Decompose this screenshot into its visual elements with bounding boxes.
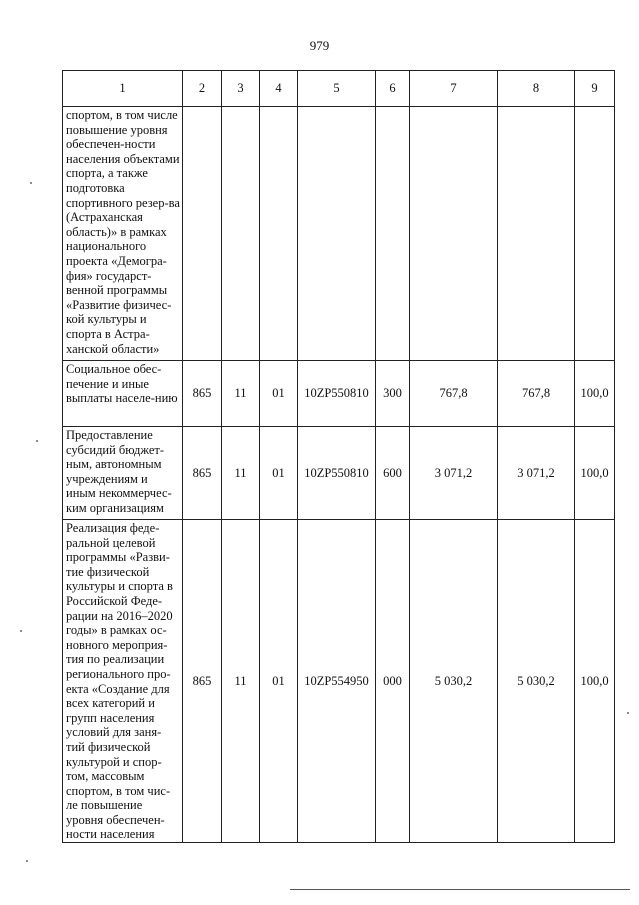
cell-admin-code: 865 — [183, 361, 222, 427]
cell-expense-type: 000 — [376, 520, 410, 843]
cell-subsection: 01 — [260, 427, 298, 520]
cell-subsection: 01 — [260, 520, 298, 843]
cell-target-article — [298, 107, 376, 361]
cell-section — [222, 107, 260, 361]
header-col-3: 3 — [222, 71, 260, 107]
cell-section: 11 — [222, 520, 260, 843]
cell-subsection: 01 — [260, 361, 298, 427]
row-description: Реализация феде-ральной целевой программы «Разви-тие физической культуры и спорта в Российской Феде-рации на 2016–2020 годы» в рамках ос-новного мероприя-тия по реализации регионального про-екта «Создание для всех категорий и групп населения условий для заня-тий физической культурой и спор-том, массовым спортом, в том чис-ле повышение уровня обеспечен-ности населения — [63, 520, 183, 843]
scan-speck — [627, 712, 629, 714]
header-col-4: 4 — [260, 71, 298, 107]
cell-percent: 100,0 — [575, 520, 615, 843]
table-row — [63, 520, 615, 843]
row-description: Социальное обес-печение и иные выплаты населе-нию — [63, 361, 183, 427]
cell-executed: 767,8 — [498, 361, 575, 427]
cell-planned — [410, 107, 498, 361]
cell-admin-code — [183, 107, 222, 361]
header-col-1: 1 — [63, 71, 183, 107]
cell-admin-code: 865 — [183, 427, 222, 520]
cell-subsection — [260, 107, 298, 361]
table-row — [63, 107, 615, 361]
cell-expense-type: 600 — [376, 427, 410, 520]
scan-speck — [30, 182, 32, 184]
footer-rule — [290, 889, 630, 890]
scan-speck — [36, 440, 38, 442]
header-row — [63, 71, 615, 107]
cell-executed: 3 071,2 — [498, 427, 575, 520]
cell-percent — [575, 107, 615, 361]
cell-admin-code: 865 — [183, 520, 222, 843]
cell-section: 11 — [222, 427, 260, 520]
cell-planned: 5 030,2 — [410, 520, 498, 843]
scan-speck — [20, 630, 22, 632]
cell-executed — [498, 107, 575, 361]
header-col-2: 2 — [183, 71, 222, 107]
scan-speck — [26, 860, 28, 862]
page-number: 979 — [309, 38, 330, 53]
cell-executed: 5 030,2 — [498, 520, 575, 843]
cell-percent: 100,0 — [575, 361, 615, 427]
table-row — [63, 361, 615, 427]
cell-section: 11 — [222, 361, 260, 427]
row-description: спортом, в том числе повышение уровня обеспечен-ности населения объектами спорта, а также подготовка спортивного резер-ва (Астраханская область)» в рамках национального проекта «Демогра-фия» государст-венной программы «Развитие физичес-кой культуры и спорта в Астра-ханской области» — [63, 107, 183, 361]
header-col-8: 8 — [498, 71, 575, 107]
cell-planned: 3 071,2 — [410, 427, 498, 520]
table-row — [63, 427, 615, 520]
header-col-5: 5 — [298, 71, 376, 107]
cell-expense-type: 300 — [376, 361, 410, 427]
cell-target-article: 10ZP550810 — [298, 427, 376, 520]
cell-target-article: 10ZP554950 — [298, 520, 376, 843]
cell-target-article: 10ZP550810 — [298, 361, 376, 427]
cell-planned: 767,8 — [410, 361, 498, 427]
cell-expense-type — [376, 107, 410, 361]
row-description: Предоставление субсидий бюджет-ным, автономным учреждениям и иным некоммерчес-ким организациям — [63, 427, 183, 520]
budget-table — [62, 70, 615, 843]
cell-percent: 100,0 — [575, 427, 615, 520]
header-col-7: 7 — [410, 71, 498, 107]
header-col-6: 6 — [376, 71, 410, 107]
header-col-9: 9 — [575, 71, 615, 107]
